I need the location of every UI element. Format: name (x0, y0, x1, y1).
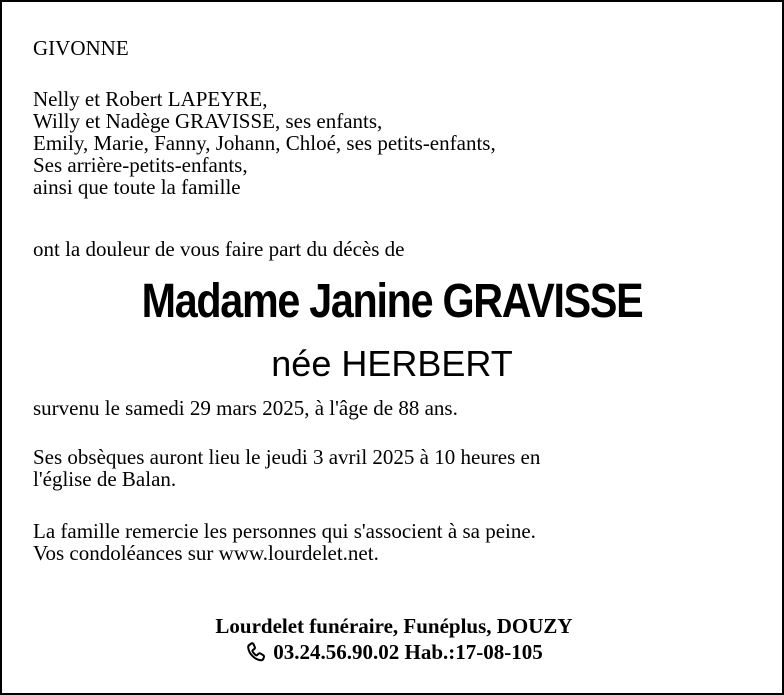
death-line: survenu le samedi 29 mars 2025, à l'âge de 88 ans. (33, 396, 458, 420)
funeral-line: l'église de Balan. (33, 467, 177, 491)
thanks-message (33, 520, 762, 564)
phone-icon (245, 641, 267, 663)
funeral-line: Ses obsèques auront lieu le jeudi 3 avril 2025 à 10 heures en (33, 445, 541, 469)
phone-line: 03.24.56.90.02 Hab.:17-08-105 (273, 640, 543, 664)
death-details (33, 397, 762, 419)
family-line: Willy et Nadège GRAVISSE, ses enfants, (33, 109, 383, 133)
funeral-home-name: Lourdelet funéraire, Funéplus, DOUZY (215, 614, 573, 638)
family-line: Nelly et Robert LAPEYRE, (33, 87, 268, 111)
thanks-line: Vos condoléances sur www.lourdelet.net. (33, 541, 379, 565)
announcement-line: ont la douleur de vous faire part du décès de (33, 237, 405, 261)
family-line: ainsi que toute la famille (33, 175, 241, 199)
family-line: Emily, Marie, Fanny, Johann, Chloé, ses petits-enfants, (33, 131, 496, 155)
contact-row (245, 639, 543, 665)
announcement-text (33, 238, 762, 260)
thanks-line: La famille remercie les personnes qui s'associent à sa peine. (33, 519, 536, 543)
funeral-home-info (2, 613, 784, 669)
family-list (33, 88, 762, 198)
place-name (33, 37, 762, 59)
place-line: GIVONNE (33, 36, 129, 60)
deceased-name: Madame Janine GRAVISSE (141, 275, 643, 328)
funeral-details (33, 446, 762, 490)
family-line: Ses arrière-petits-enfants, (33, 153, 248, 177)
maiden-name: née HERBERT (271, 343, 513, 384)
